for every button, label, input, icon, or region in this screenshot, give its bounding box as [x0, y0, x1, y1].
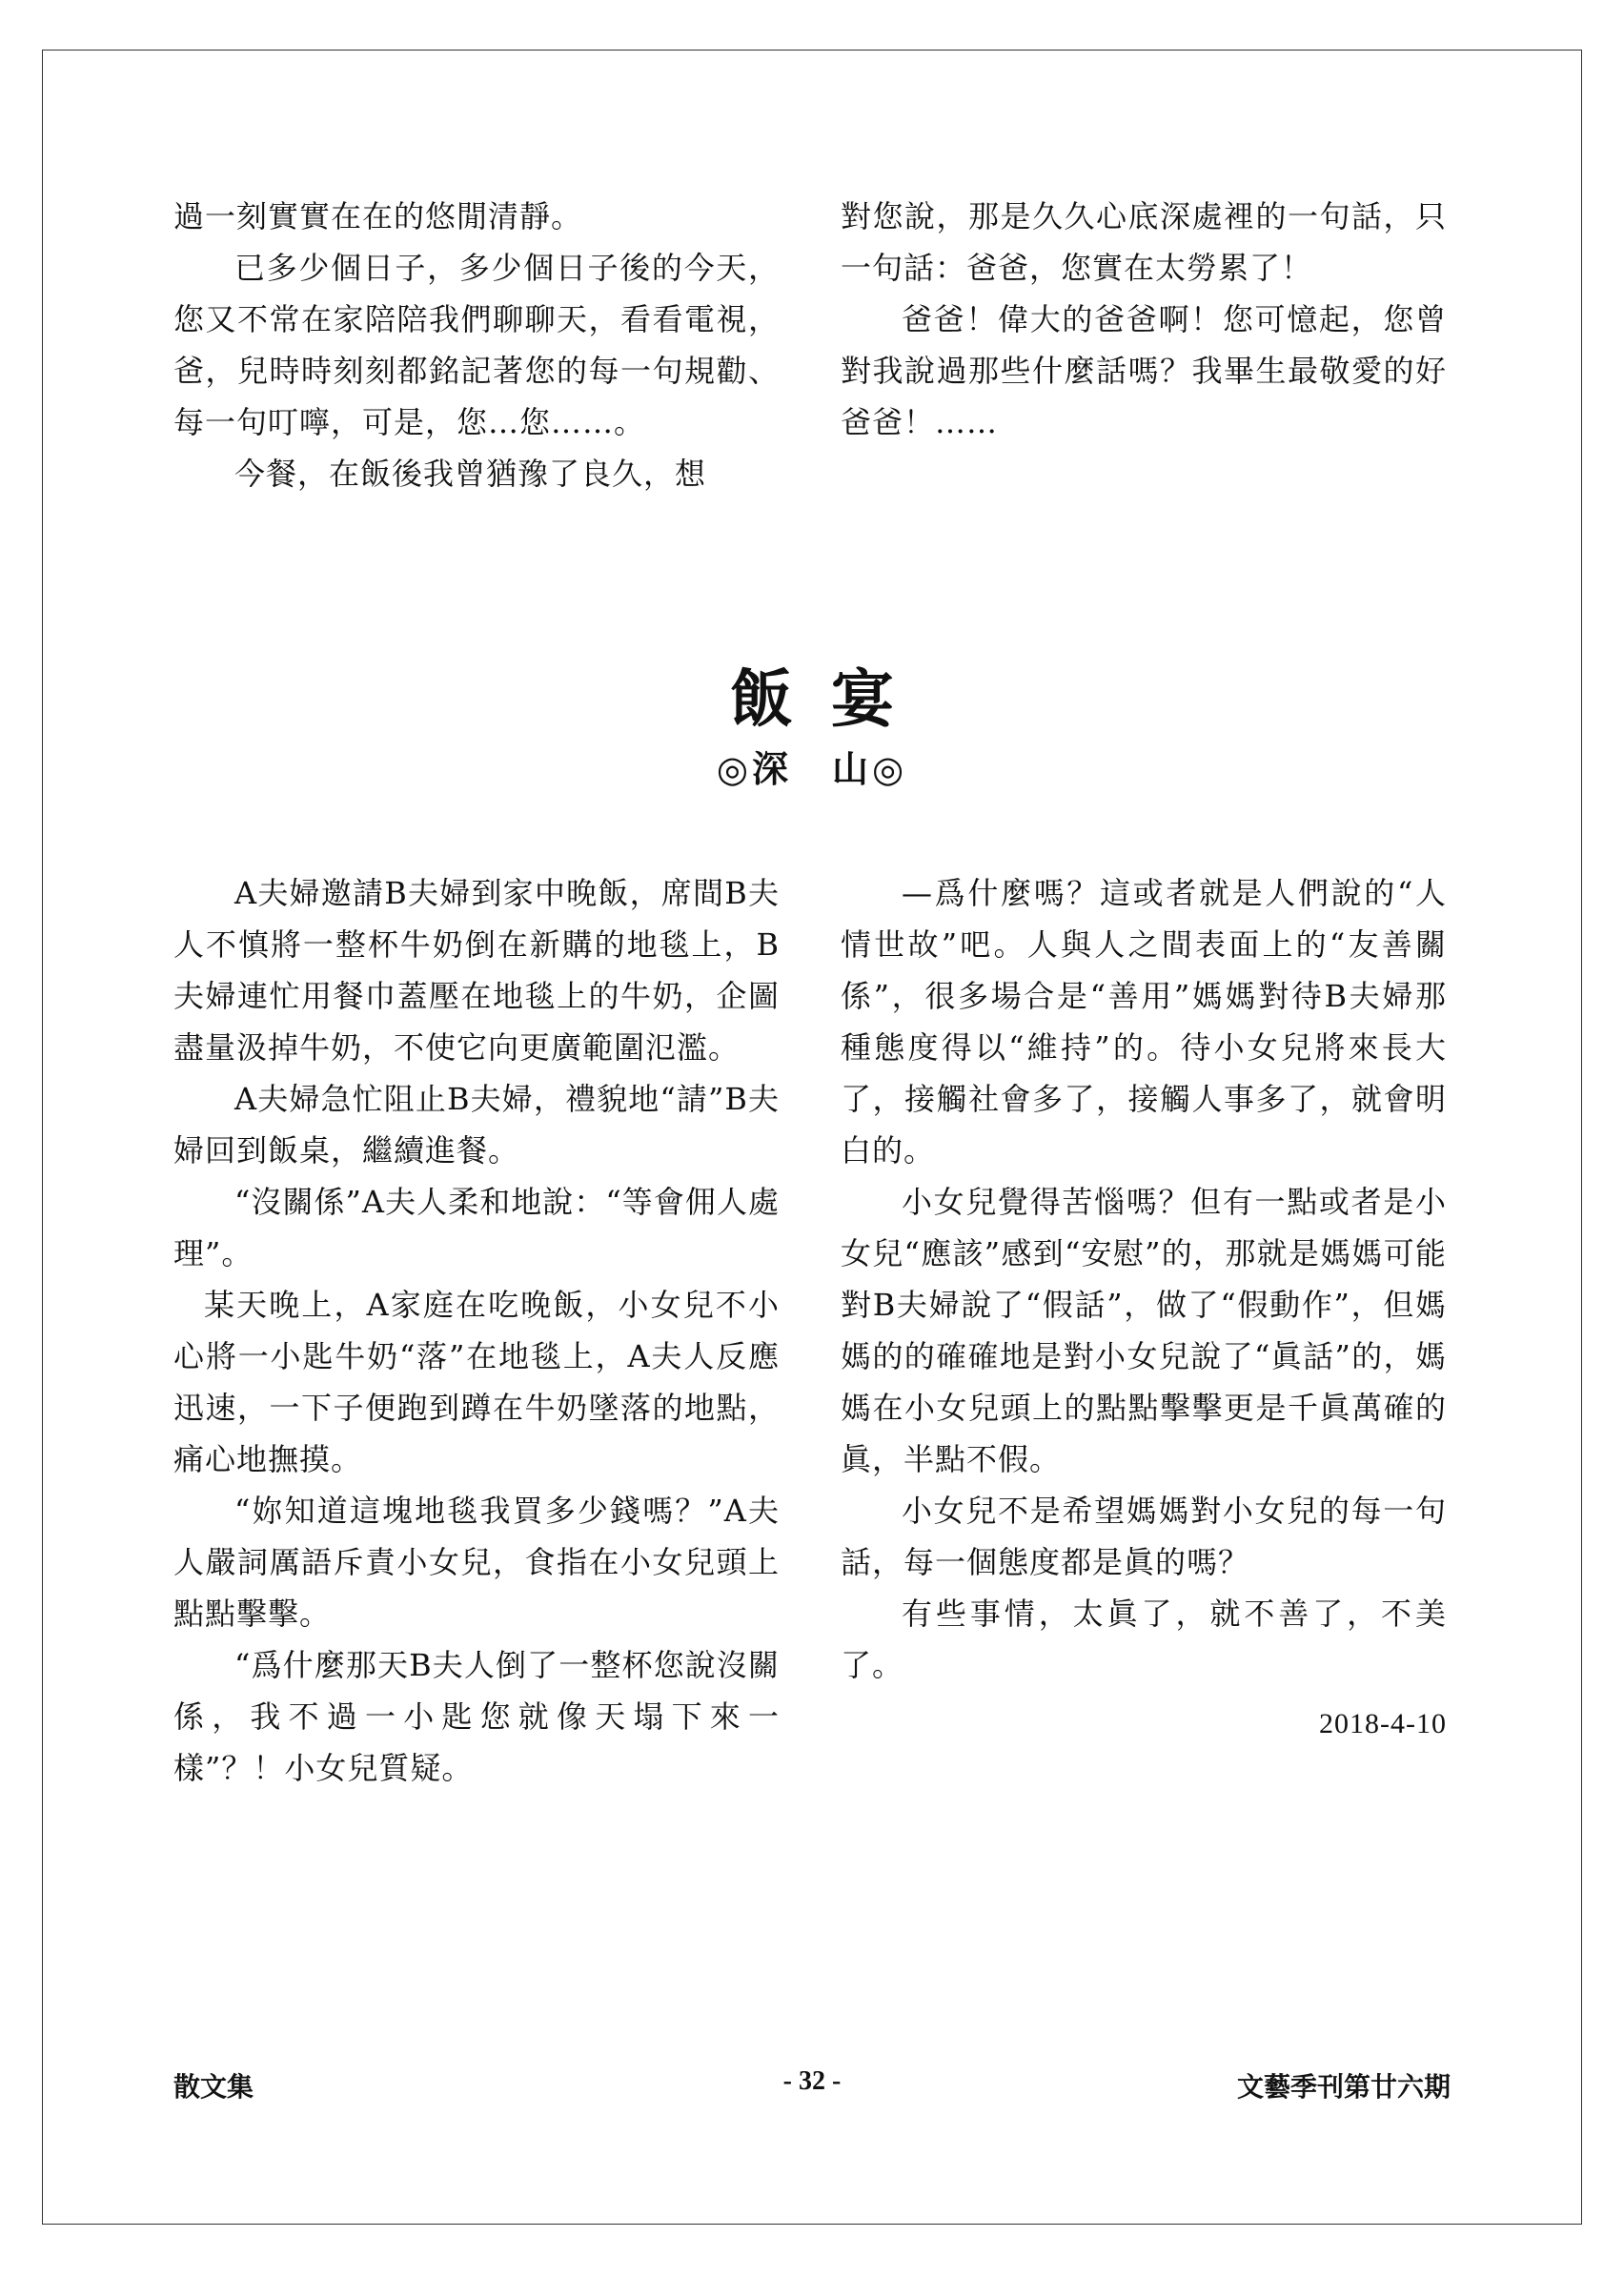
article-right-paragraph-1: —爲什麼嗎？這或者就是人們說的“人情世故”吧。人與人之間表面上的“友善關係”，很多場合是“善用”媽媽對待B夫婦那種態度得以“維持”的。待小女兒將來長大了，接觸社會多了，接觸人事多了，就會明白的。 — [841, 875, 1447, 1169]
article-right-column — [841, 867, 1447, 1750]
footer-journal-issue: 文藝季刊第廿六期 — [1236, 2071, 1451, 2103]
article-left-paragraph-4: 某天晚上，A家庭在吃晚飯，小女兒不小心將一小匙牛奶“落”在地毯上，A夫人反應迅速，一下子便跑到蹲在牛奶墜落的地點，痛心地撫摸。 — [173, 1287, 780, 1477]
prev-left-paragraph-2: 已多少個日子，多少個日子後的今天，您又不常在家陪陪我們聊聊天，看看電視，爸，兒時時刻刻都銘記著您的每一句規勸、每一句叮嚀，可是，您…您……。 — [173, 250, 780, 440]
article-author: ◎深 山◎ — [716, 747, 908, 790]
article-right-paragraph-2: 小女兒覺得苦惱嗎？但有一點或者是小女兒“應該”感到“安慰”的，那就是媽媽可能對B夫婦說了“假話”，做了“假動作”，但媽媽的的確確地是對小女兒說了“眞話”的，媽媽在小女兒頭上的點點擊擊更是千眞萬確的眞，半點不假。 — [841, 1184, 1447, 1477]
article-left-paragraph-3: “沒關係”A夫人柔和地說：“等會佣人處理”。 — [173, 1184, 780, 1271]
article-left-paragraph-6: “爲什麼那天B夫人倒了一整杯您說沒關係，我不過一小匙您就像天塌下來一樣”？！小女兒質疑。 — [173, 1647, 780, 1786]
footer-page-number: - 32 - — [782, 2066, 842, 2096]
prev-left-paragraph-1: 過一刻實實在在的悠閒清靜。 — [173, 198, 583, 234]
prev-article-right-column — [841, 191, 1447, 448]
footer-collection-name: 散文集 — [173, 2071, 254, 2103]
article-left-column — [173, 867, 780, 1794]
article-left-paragraph-1: A夫婦邀請B夫婦到家中晚飯，席間B夫人不慎將一整杯牛奶倒在新購的地毯上，B夫婦連忙用餐巾蓋壓在地毯上的牛奶，企圖盡量汲掉牛奶，不使它向更廣範圍氾濫。 — [173, 875, 780, 1066]
article-left-paragraph-2: A夫婦急忙阻止B夫婦，禮貌地“請”B夫婦回到飯桌，繼續進餐。 — [173, 1081, 780, 1169]
prev-right-paragraph-2: 爸爸！偉大的爸爸啊！您可憶起，您曾對我說過那些什麼話嗎？我畢生最敬愛的好爸爸！…… — [841, 301, 1447, 440]
prev-right-paragraph-1: 對您說，那是久久心底深處裡的一句話，只一句話：爸爸，您實在太勞累了！ — [841, 198, 1447, 286]
article-left-paragraph-5: “妳知道這塊地毯我買多少錢嗎？”A夫人嚴詞厲語斥責小女兒，食指在小女兒頭上點點擊擊。 — [173, 1493, 780, 1632]
prev-article-left-column — [173, 191, 780, 499]
article-right-paragraph-3: 小女兒不是希望媽媽對小女兒的每一句話，每一個態度都是眞的嗎？ — [841, 1493, 1447, 1580]
article-date: 2018-4-10 — [1319, 1708, 1447, 1739]
prev-left-paragraph-3: 今餐，在飯後我曾猶豫了良久，想 — [234, 456, 707, 492]
article-right-paragraph-4: 有些事情，太眞了，就不善了，不美了。 — [841, 1596, 1447, 1683]
article-title: 飯宴 — [730, 661, 932, 736]
